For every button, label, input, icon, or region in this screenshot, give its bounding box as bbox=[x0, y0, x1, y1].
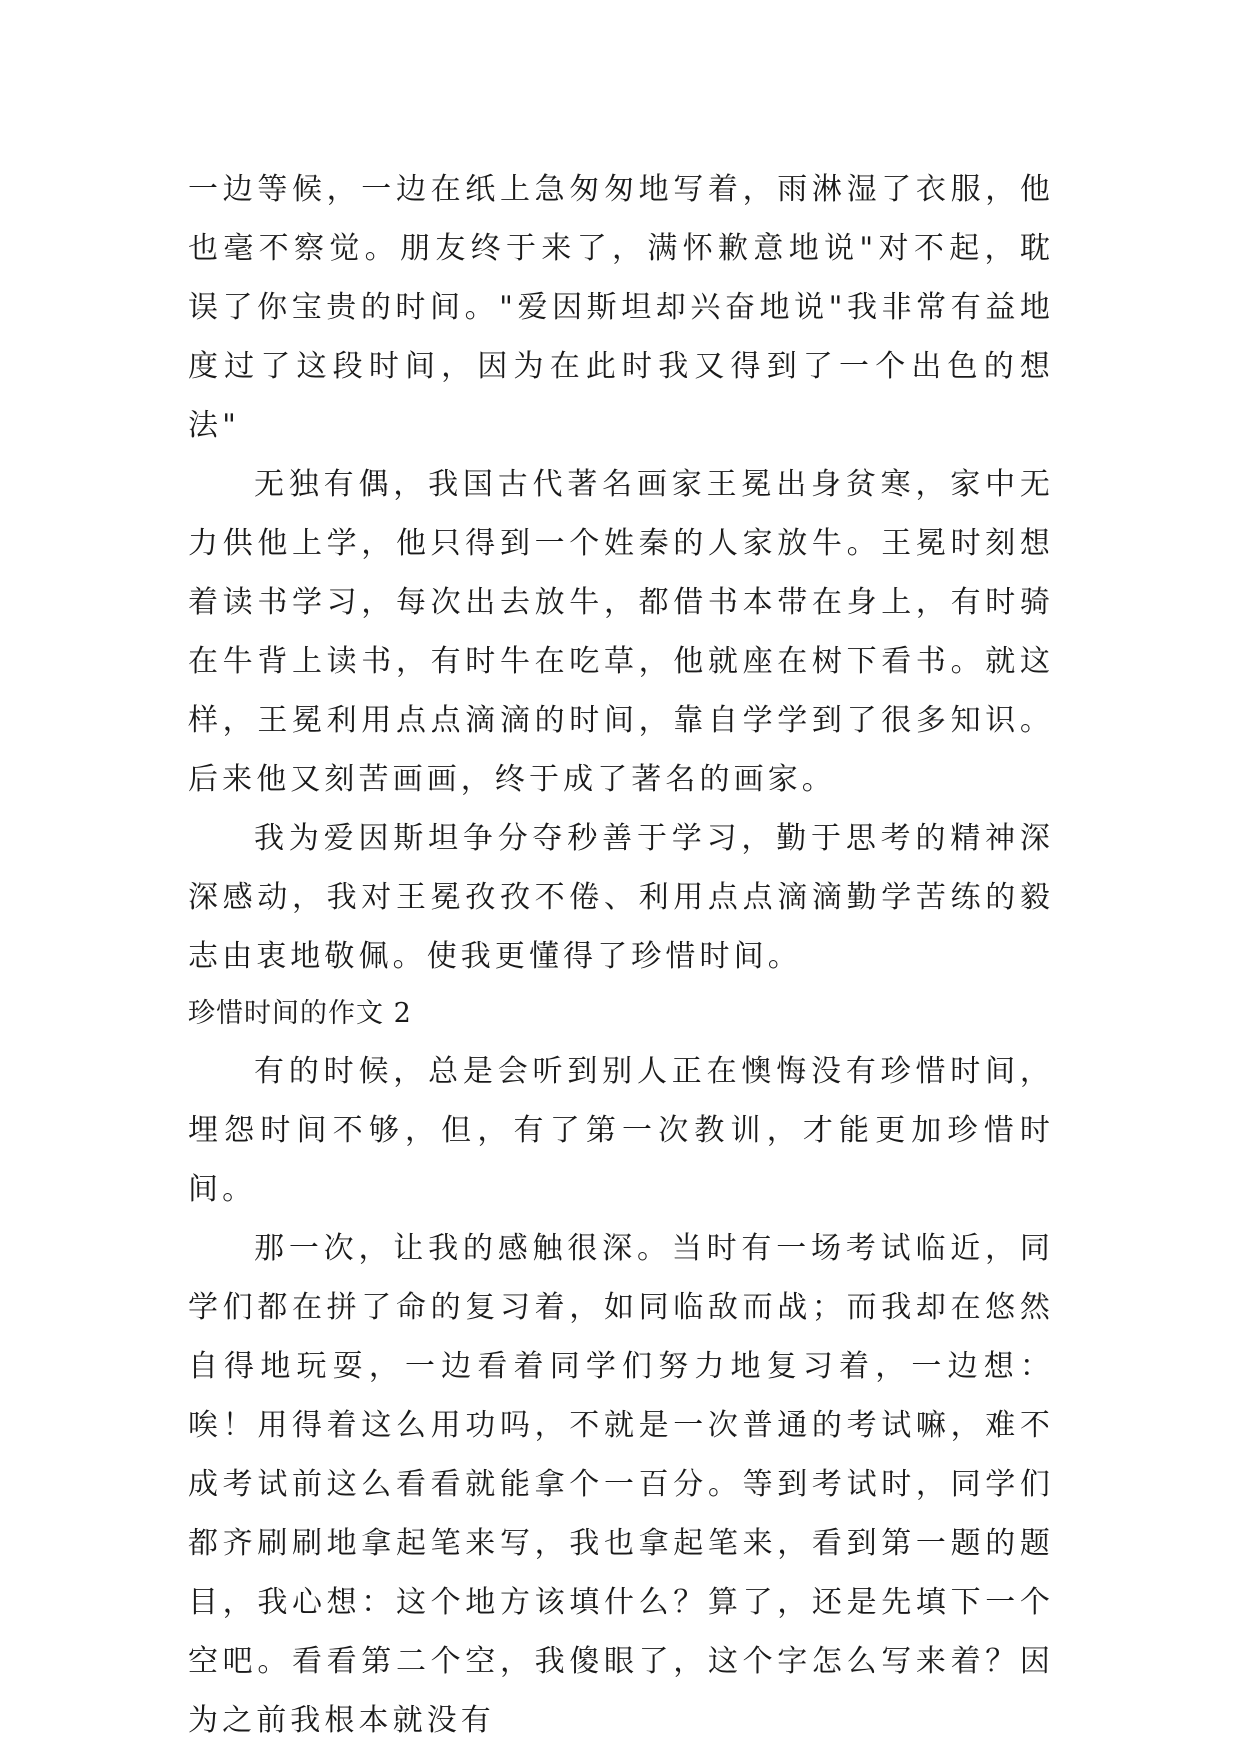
document-body bbox=[188, 160, 1054, 1750]
paragraph-intro-essay-2: 有的时候，总是会听到别人正在懊悔没有珍惜时间，埋怨时间不够，但，有了第一次教训，才能更加珍惜时间。 bbox=[188, 1054, 1054, 1207]
paragraph-reflection: 我为爱因斯坦争分夺秒善于学习，勤于思考的精神深深感动，我对王冕孜孜不倦、利用点点滴滴勤学苦练的毅志由衷地敬佩。使我更懂得了珍惜时间。 bbox=[188, 821, 1054, 974]
paragraph-einstein-waiting: 一边等候，一边在纸上急匆匆地写着，雨淋湿了衣服，他也毫不察觉。朋友终于来了，满怀歉意地说"对不起，耽误了你宝贵的时间。"爱因斯坦却兴奋地说"我非常有益地度过了这段时间，因为在此时我又得到了一个出色的想法" bbox=[188, 172, 1054, 443]
essay-heading: 珍惜时间的作文 2 bbox=[188, 998, 412, 1029]
paragraph-exam-story: 那一次，让我的感触很深。当时有一场考试临近，同学们都在拼了命的复习着，如同临敌而战；而我却在悠然自得地玩耍，一边看着同学们努力地复习着，一边想：唉！用得着这么用功吗，不就是一次普通的考试嘛，难不成考试前这么看看就能拿个一百分。等到考试时，同学们都齐刷刷地拿起笔来写，我也拿起笔来，看到第一题的题目，我心想：这个地方该填什么？算了，还是先填下一个空吧。看看第二个空，我傻眼了，这个字怎么写来着？因为之前我根本就没有 bbox=[188, 1231, 1054, 1738]
paragraph-wang-mian: 无独有偶，我国古代著名画家王冕出身贫寒，家中无力供他上学，他只得到一个姓秦的人家放牛。王冕时刻想着读书学习，每次出去放牛，都借书本带在身上，有时骑在牛背上读书，有时牛在吃草，他就座在树下看书。就这样，王冕利用点点滴滴的时间，靠自学学到了很多知识。后来他又刻苦画画，终于成了著名的画家。 bbox=[188, 467, 1054, 797]
